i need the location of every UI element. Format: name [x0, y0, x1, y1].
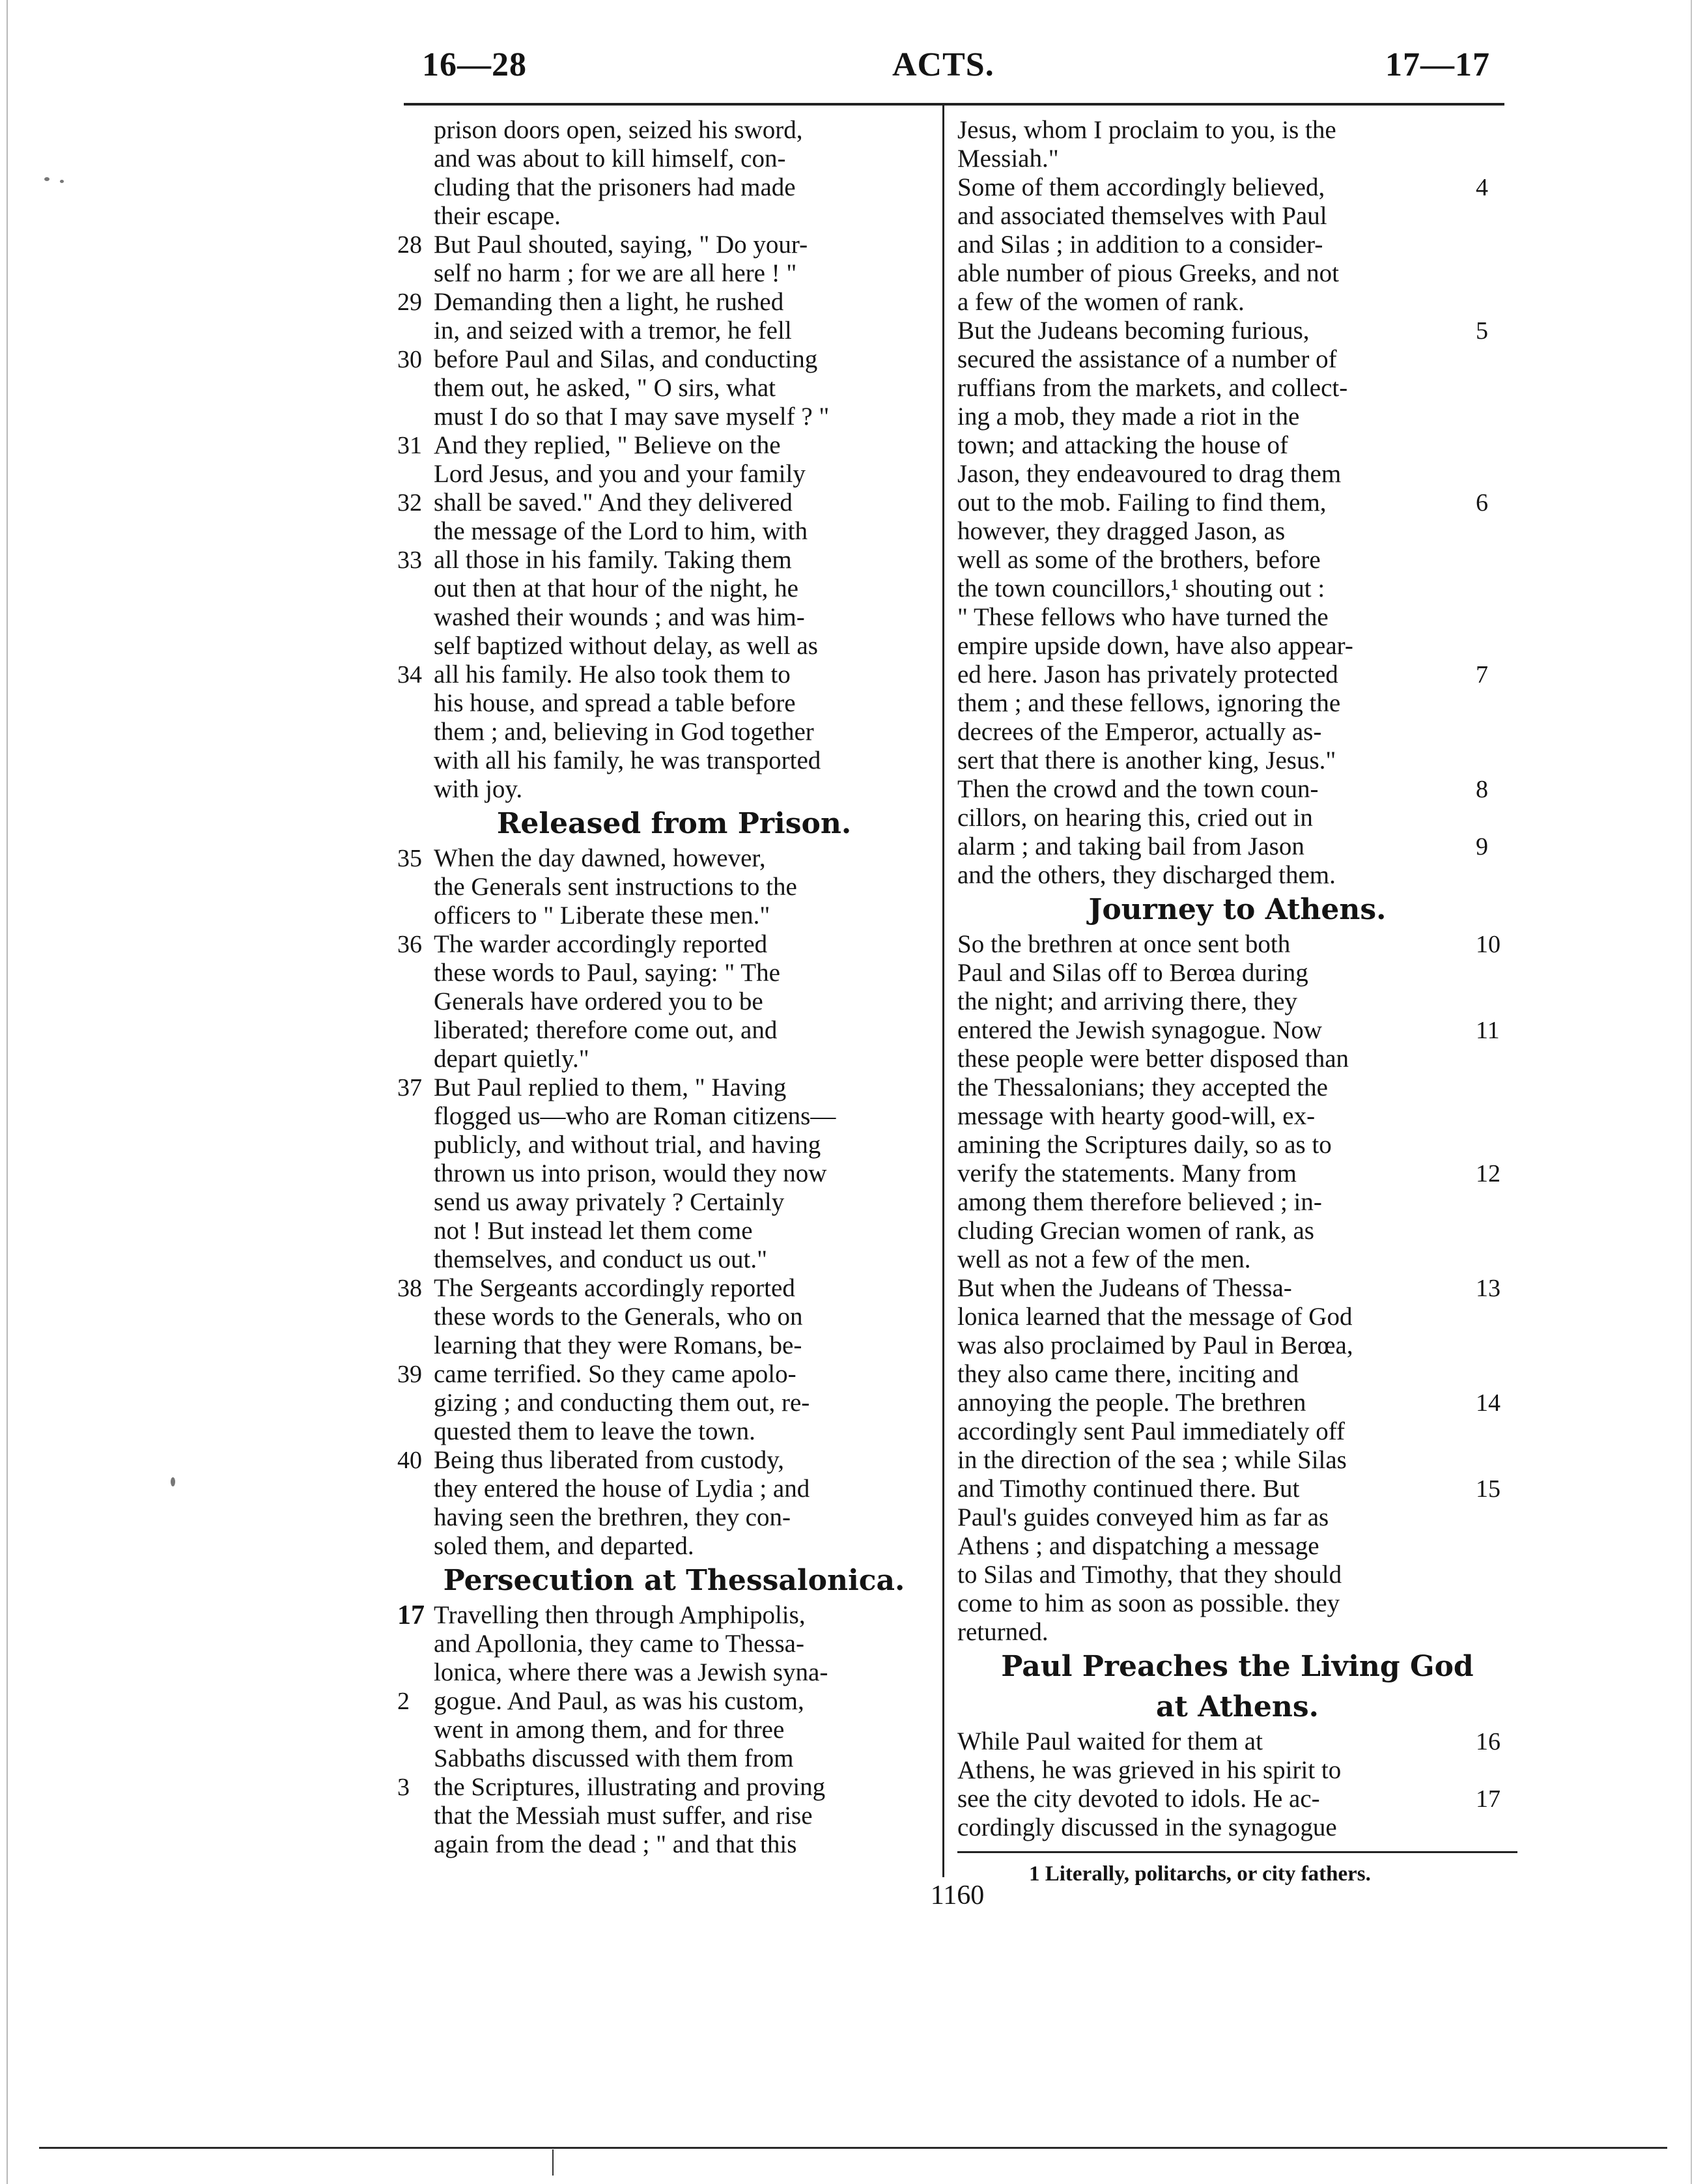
line-text: amining the Scriptures daily, so as to — [957, 1131, 1332, 1159]
line-text: send us away privately ? Certainly — [434, 1188, 785, 1216]
scan-speck — [171, 1477, 175, 1486]
text-line — [391, 1159, 931, 1188]
text-line — [957, 1813, 1517, 1842]
text-line — [957, 959, 1517, 987]
running-head-right: 17—17 — [1385, 46, 1490, 83]
text-line — [957, 1727, 1517, 1756]
line-text: must I do so that I may save myself ? " — [434, 403, 830, 431]
line-text: Travelling then through Amphipolis, — [434, 1601, 806, 1629]
line-text: officers to " Liberate these men." — [434, 901, 770, 929]
text-line — [391, 1073, 931, 1102]
text-line — [957, 145, 1517, 173]
text-line — [391, 403, 931, 431]
text-line — [957, 1503, 1517, 1532]
text-line — [391, 1630, 931, 1658]
line-text: having seen the brethren, they con- — [434, 1503, 791, 1531]
verse-number: 39 — [397, 1361, 422, 1388]
line-text: ed here. Jason has privately protected — [957, 660, 1338, 688]
line-text: Generals have ordered you to be — [434, 987, 763, 1015]
line-text: the night; and arriving there, they — [957, 987, 1298, 1015]
line-text: So the brethren at once sent both — [957, 930, 1291, 958]
line-text: with all his family, he was transported — [434, 746, 821, 774]
line-text: When the day dawned, however, — [434, 844, 766, 872]
text-line — [957, 1245, 1517, 1274]
text-line — [957, 832, 1517, 861]
line-text: them ; and, believing in God together — [434, 718, 814, 746]
text-line — [391, 660, 931, 689]
verse-number: 7 — [1476, 661, 1488, 688]
line-text: decrees of the Emperor, actually as- — [957, 718, 1322, 746]
line-text: quested them to leave the town. — [434, 1417, 755, 1445]
line-text: accordingly sent Paul immediately off — [957, 1417, 1345, 1445]
line-text: the message of the Lord to him, with — [434, 517, 808, 545]
line-text: returned. — [957, 1618, 1049, 1646]
line-text: lonica, where there was a Jewish syna- — [434, 1658, 828, 1686]
line-text: Lord Jesus, and you and your family — [434, 460, 806, 488]
verse-number: 9 — [1476, 833, 1488, 860]
verse-number: 30 — [397, 346, 422, 373]
line-text: But when the Judeans of Thessa- — [957, 1274, 1292, 1302]
text-line — [391, 517, 931, 546]
header-rule — [404, 103, 1504, 106]
text-line — [391, 173, 931, 202]
text-line — [391, 775, 931, 804]
text-line — [391, 202, 931, 231]
text-line — [391, 1532, 931, 1561]
line-text: not ! But instead let them come — [434, 1217, 753, 1245]
text-line — [957, 1159, 1517, 1188]
text-line — [957, 603, 1517, 632]
verse-number: 29 — [397, 289, 422, 316]
line-text: and associated themselves with Paul — [957, 202, 1327, 230]
text-line — [391, 873, 931, 901]
text-line — [391, 1658, 931, 1687]
line-text: their escape. — [434, 202, 561, 230]
verse-number: 32 — [397, 489, 422, 517]
text-line — [391, 317, 931, 345]
page-edge-right — [1691, 0, 1692, 2184]
line-text: came terrified. So they came apolo- — [434, 1360, 796, 1388]
line-text: gizing ; and conducting them out, re- — [434, 1389, 810, 1417]
text-line — [391, 632, 931, 660]
line-text: that the Messiah must suffer, and rise — [434, 1802, 813, 1830]
text-line — [957, 718, 1517, 746]
text-line — [391, 987, 931, 1016]
verse-number: 34 — [397, 661, 422, 688]
line-text: " These fellows who have turned the — [957, 603, 1329, 631]
text-line — [957, 1417, 1517, 1446]
line-text: depart quietly." — [434, 1045, 589, 1073]
line-text: a few of the women of rank. — [957, 288, 1245, 316]
line-text: lonica learned that the message of God — [957, 1303, 1353, 1331]
text-line — [957, 1217, 1517, 1245]
verse-number: 28 — [397, 231, 422, 259]
text-line — [957, 1561, 1517, 1589]
line-text: sert that there is another king, Jesus." — [957, 746, 1336, 774]
text-line — [391, 1830, 931, 1859]
text-line — [391, 1687, 931, 1716]
text-line — [957, 1188, 1517, 1217]
line-text: But Paul shouted, saying, " Do your- — [434, 231, 808, 259]
text-line — [957, 660, 1517, 689]
text-line — [957, 173, 1517, 202]
verse-number: 8 — [1476, 776, 1488, 803]
verse-number: 4 — [1476, 174, 1488, 201]
line-text: went in among them, and for three — [434, 1716, 785, 1744]
text-line — [957, 288, 1517, 317]
line-text: Athens ; and dispatching a message — [957, 1532, 1319, 1560]
verse-number: 15 — [1476, 1475, 1501, 1503]
line-text: well as not a few of the men. — [957, 1245, 1251, 1273]
text-line — [391, 1802, 931, 1830]
footnote-rule — [957, 1851, 1517, 1853]
line-text: And they replied, " Believe on the — [434, 431, 781, 459]
text-line — [391, 1102, 931, 1131]
line-text: publicly, and without trial, and having — [434, 1131, 821, 1159]
line-text: prison doors open, seized his sword, — [434, 116, 803, 144]
line-text: cordingly discussed in the synagogue — [957, 1813, 1337, 1841]
text-line — [391, 374, 931, 403]
text-line — [957, 1131, 1517, 1159]
text-line — [957, 1016, 1517, 1045]
text-line — [391, 116, 931, 145]
text-line — [391, 1744, 931, 1773]
line-text: was also proclaimed by Paul in Berœa, — [957, 1331, 1353, 1359]
running-head-left: 16—28 — [422, 46, 527, 83]
text-line — [391, 1716, 931, 1744]
text-line — [391, 1188, 931, 1217]
scan-speck — [60, 180, 64, 183]
line-text: these words to Paul, saying: " The — [434, 959, 780, 987]
text-line — [391, 689, 931, 718]
text-line — [957, 987, 1517, 1016]
line-text: While Paul waited for them at — [957, 1727, 1263, 1755]
text-line — [957, 689, 1517, 718]
line-text: Jason, they endeavoured to drag them — [957, 460, 1342, 488]
text-line — [957, 861, 1517, 890]
verse-number: 12 — [1476, 1160, 1501, 1187]
text-line — [957, 1331, 1517, 1360]
line-text: annoying the people. The brethren — [957, 1389, 1306, 1417]
text-line — [957, 403, 1517, 431]
text-line — [391, 1016, 931, 1045]
text-line — [957, 116, 1517, 145]
line-text: out then at that hour of the night, he — [434, 574, 798, 603]
line-text: washed their wounds ; and was him- — [434, 603, 805, 631]
line-text: the Thessalonians; they accepted the — [957, 1073, 1328, 1101]
text-line — [957, 460, 1517, 489]
line-text: soled them, and departed. — [434, 1532, 694, 1560]
verse-number: 17 — [1476, 1785, 1501, 1813]
verse-number: 10 — [1476, 931, 1501, 958]
section-heading: at Athens. — [1156, 1690, 1319, 1723]
text-line — [957, 1785, 1517, 1813]
line-text: cillors, on hearing this, cried out in — [957, 804, 1313, 832]
line-text: The Sergeants accordingly reported — [434, 1274, 795, 1302]
text-line — [391, 1417, 931, 1446]
line-text: learning that they were Romans, be- — [434, 1331, 802, 1359]
text-line — [391, 603, 931, 632]
line-text: able number of pious Greeks, and not — [957, 259, 1339, 287]
verse-number: 5 — [1476, 317, 1488, 345]
text-line — [957, 317, 1517, 345]
text-line — [957, 259, 1517, 288]
text-line — [391, 546, 931, 574]
line-text: and was about to kill himself, con- — [434, 145, 786, 173]
text-line — [391, 1303, 931, 1331]
text-line — [391, 1360, 931, 1389]
text-line — [957, 1274, 1517, 1303]
line-text: in, and seized with a tremor, he fell — [434, 317, 792, 345]
text-line — [391, 1503, 931, 1532]
bottom-rule — [39, 2147, 1667, 2149]
text-line — [391, 1045, 931, 1073]
verse-number: 36 — [397, 931, 422, 958]
line-text: his house, and spread a table before — [434, 689, 796, 717]
line-text: self no harm ; for we are all here ! " — [434, 259, 797, 287]
verse-number: 38 — [397, 1275, 422, 1302]
verse-number: 37 — [397, 1074, 422, 1101]
page-edge-left — [7, 0, 8, 2184]
line-text: Jesus, whom I proclaim to you, is the — [957, 116, 1336, 144]
line-text: before Paul and Silas, and conducting — [434, 345, 818, 373]
line-text: verify the statements. Many from — [957, 1159, 1297, 1187]
line-text: message with hearty good-will, ex- — [957, 1102, 1316, 1130]
text-line — [957, 775, 1517, 804]
text-line — [957, 1618, 1517, 1647]
line-text: Paul and Silas off to Berœa during — [957, 959, 1308, 987]
page-number: 1160 — [930, 1880, 985, 1910]
text-line — [391, 844, 931, 873]
line-text: self baptized without delay, as well as — [434, 632, 818, 660]
line-text: Demanding then a light, he rushed — [434, 288, 784, 316]
text-line — [957, 431, 1517, 460]
verse-number: 31 — [397, 432, 422, 459]
text-line — [957, 202, 1517, 231]
line-text: these people were better disposed than — [957, 1045, 1349, 1073]
text-line — [391, 1389, 931, 1417]
line-text: and the others, they discharged them. — [957, 861, 1336, 889]
line-text: and Apollonia, they came to Thessa- — [434, 1630, 804, 1658]
verse-number: 33 — [397, 546, 422, 574]
verse-number: 11 — [1476, 1017, 1500, 1044]
line-text: out to the mob. Failing to find them, — [957, 489, 1327, 517]
text-line — [391, 1131, 931, 1159]
text-line — [957, 632, 1517, 660]
line-text: The warder accordingly reported — [434, 930, 768, 958]
verse-number: 14 — [1476, 1389, 1501, 1417]
left-column — [391, 116, 931, 1859]
text-line — [957, 1073, 1517, 1102]
text-line — [391, 1446, 931, 1475]
line-text: the Generals sent instructions to the — [434, 873, 797, 901]
text-line — [391, 1331, 931, 1360]
line-text: Paul's guides conveyed him as far as — [957, 1503, 1329, 1531]
text-line — [957, 804, 1517, 832]
text-line — [957, 1360, 1517, 1389]
chapter-number: 17 — [397, 1600, 425, 1630]
line-text: the Scriptures, illustrating and proving — [434, 1773, 826, 1801]
text-line — [957, 345, 1517, 374]
text-line — [957, 1102, 1517, 1131]
line-text: gogue. And Paul, as was his custom, — [434, 1687, 804, 1715]
right-column — [957, 116, 1517, 1888]
text-line — [391, 259, 931, 288]
line-text: But the Judeans becoming furious, — [957, 317, 1310, 345]
text-line — [957, 1475, 1517, 1503]
line-text: entered the Jewish synagogue. Now — [957, 1016, 1322, 1044]
text-line — [391, 145, 931, 173]
line-text: Then the crowd and the town coun- — [957, 775, 1319, 803]
section-heading: Journey to Athens. — [1088, 893, 1387, 926]
text-line — [391, 930, 931, 959]
text-line — [391, 718, 931, 746]
text-line — [391, 1773, 931, 1802]
text-line — [957, 374, 1517, 403]
text-line — [957, 1589, 1517, 1618]
section-heading: Persecution at Thessalonica. — [443, 1564, 905, 1597]
line-text: all his family. He also took them to — [434, 660, 791, 688]
text-line — [957, 231, 1517, 259]
text-line — [957, 1756, 1517, 1785]
text-line — [957, 1446, 1517, 1475]
line-text: well as some of the brothers, before — [957, 546, 1321, 574]
running-head-title: ACTS. — [892, 46, 994, 83]
line-text: alarm ; and taking bail from Jason — [957, 832, 1304, 860]
text-line — [957, 746, 1517, 775]
text-line — [957, 489, 1517, 517]
verse-number: 13 — [1476, 1275, 1501, 1302]
verse-number: 2 — [397, 1688, 410, 1715]
line-text: cluding that the prisoners had made — [434, 173, 796, 201]
text-line — [391, 1274, 931, 1303]
text-line — [391, 1245, 931, 1274]
line-text: flogged us—who are Roman citizens— — [434, 1102, 836, 1130]
text-line — [391, 1217, 931, 1245]
line-text: again from the dead ; " and that this — [434, 1830, 797, 1858]
text-line — [391, 574, 931, 603]
verse-number: 3 — [397, 1774, 410, 1801]
line-text: empire upside down, have also appear- — [957, 632, 1353, 660]
line-text: the town councillors,¹ shouting out : — [957, 574, 1325, 603]
line-text: these words to the Generals, who on — [434, 1303, 803, 1331]
text-line — [957, 574, 1517, 603]
text-line — [391, 1475, 931, 1503]
verse-number: 35 — [397, 845, 422, 872]
text-line — [391, 901, 931, 930]
text-line — [957, 517, 1517, 546]
line-text: them ; and these fellows, ignoring the — [957, 689, 1341, 717]
text-line — [391, 231, 931, 259]
line-text: however, they dragged Jason, as — [957, 517, 1286, 545]
text-line — [957, 546, 1517, 574]
verse-number: 16 — [1476, 1728, 1501, 1755]
line-text: shall be saved." And they delivered — [434, 489, 793, 517]
text-line — [391, 959, 931, 987]
line-text: with joy. — [434, 775, 523, 803]
section-heading: Released from Prison. — [496, 807, 852, 840]
line-text: them out, he asked, " O sirs, what — [434, 374, 776, 402]
column-divider — [942, 106, 944, 1877]
line-text: to Silas and Timothy, that they should — [957, 1561, 1342, 1589]
line-text: cluding Grecian women of rank, as — [957, 1217, 1314, 1245]
line-text: themselves, and conduct us out." — [434, 1245, 767, 1273]
running-head — [391, 46, 1510, 98]
line-text: But Paul replied to them, " Having — [434, 1073, 787, 1101]
text-line — [391, 288, 931, 317]
line-text: liberated; therefore come out, and — [434, 1016, 778, 1044]
line-text: Messiah." — [957, 145, 1059, 173]
line-text: all those in his family. Taking them — [434, 546, 792, 574]
line-text: Athens, he was grieved in his spirit to — [957, 1756, 1342, 1784]
line-text: come to him as soon as possible. they — [957, 1589, 1340, 1617]
line-text: and Timothy continued there. But — [957, 1475, 1300, 1503]
scan-speck — [44, 177, 49, 181]
text-line — [391, 489, 931, 517]
text-line — [391, 1601, 931, 1630]
line-text: Being thus liberated from custody, — [434, 1446, 784, 1474]
line-text: Sabbaths discussed with them from — [434, 1744, 794, 1772]
text-line — [391, 460, 931, 489]
text-line — [391, 431, 931, 460]
line-text: they also came there, inciting and — [957, 1360, 1299, 1388]
line-text: secured the assistance of a number of — [957, 345, 1337, 373]
line-text: they entered the house of Lydia ; and — [434, 1475, 810, 1503]
line-text: town; and attacking the house of — [957, 431, 1288, 459]
line-text: among them therefore believed ; in- — [957, 1188, 1322, 1216]
text-line — [391, 345, 931, 374]
section-heading: Paul Preaches the Living God — [1001, 1650, 1474, 1683]
line-text: thrown us into prison, would they now — [434, 1159, 827, 1187]
footnote: 1 Literally, politarchs, or city fathers. — [1029, 1862, 1371, 1886]
text-line — [957, 1532, 1517, 1561]
line-text: and Silas ; in addition to a consider- — [957, 231, 1323, 259]
text-line — [391, 746, 931, 775]
text-line — [957, 1045, 1517, 1073]
right-column-body — [957, 116, 1517, 1842]
bottom-tick-mark — [552, 2149, 554, 2176]
text-line — [957, 1389, 1517, 1417]
line-text: ing a mob, they made a riot in the — [957, 403, 1300, 431]
line-text: ruffians from the markets, and collect- — [957, 374, 1348, 402]
verse-number: 6 — [1476, 489, 1488, 517]
line-text: see the city devoted to idols. He ac- — [957, 1785, 1320, 1813]
text-line — [957, 1303, 1517, 1331]
line-text: Some of them accordingly believed, — [957, 173, 1325, 201]
verse-number: 40 — [397, 1447, 422, 1474]
line-text: in the direction of the sea ; while Silas — [957, 1446, 1347, 1474]
text-line — [957, 930, 1517, 959]
